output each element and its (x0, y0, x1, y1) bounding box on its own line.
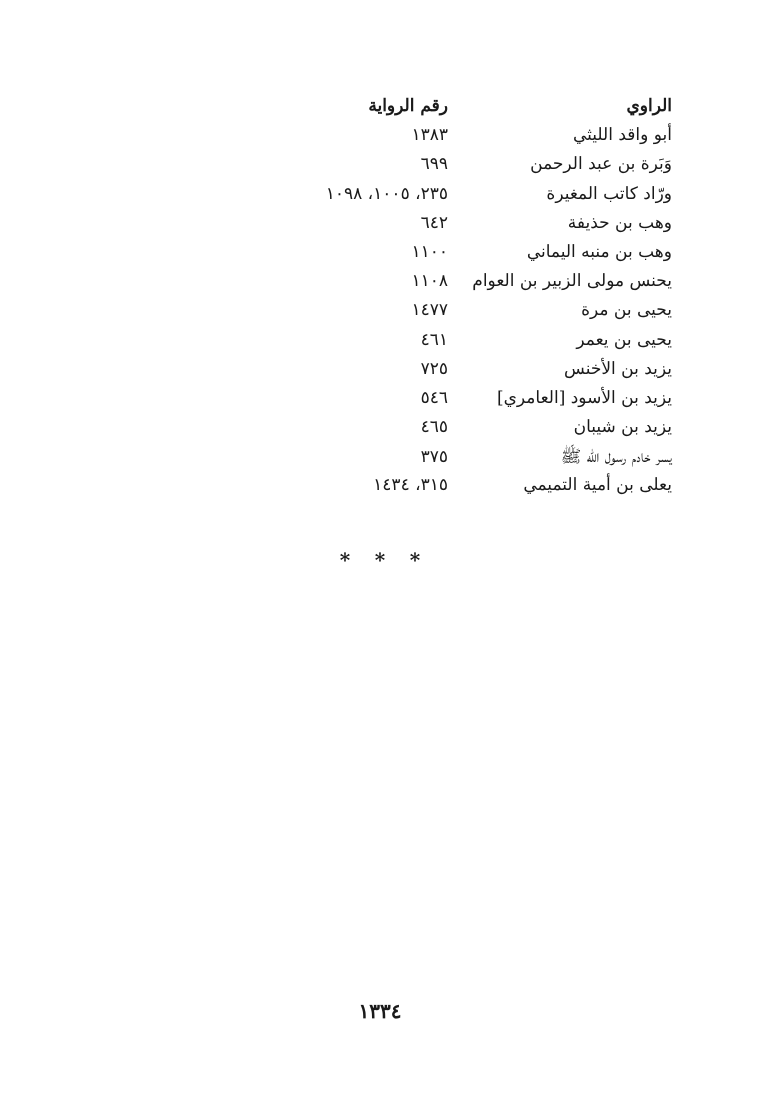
table-row (300, 475, 672, 504)
narration-numbers: ٦٤٢ (420, 212, 448, 233)
narrator-name: وهب بن حذيفة (567, 212, 672, 233)
table-row (300, 300, 672, 329)
narration-numbers: ١٤٧٧ (411, 300, 448, 321)
table-row (300, 184, 672, 213)
table-row (300, 446, 672, 475)
table-row (300, 213, 672, 242)
table-row (300, 125, 672, 154)
narration-numbers: ٧٢٥ (420, 358, 448, 379)
narration-numbers: ٥٤٦ (420, 387, 448, 408)
narration-numbers: ٣١٥، ١٤٣٤ (373, 475, 448, 496)
table-row (300, 330, 672, 359)
table-header (300, 96, 672, 125)
table-row (300, 154, 672, 183)
table-row (300, 388, 672, 417)
page-number: ١٣٣٤ (358, 999, 402, 1023)
narrator-name: يزيد بن الأخنس (564, 358, 672, 379)
narration-numbers: ٤٦٥ (420, 417, 448, 438)
table-row (300, 242, 672, 271)
narration-numbers: ١٣٨٣ (411, 125, 448, 146)
narrator-name: يزيد بن شيبان (573, 417, 672, 438)
narrator-name: يحيى بن مرة (581, 300, 672, 321)
narrator-name: يحيى بن يعمر (576, 329, 672, 350)
table-row (300, 271, 672, 300)
narrator-name: يسر خادم رسول الله ﷺ (560, 447, 672, 468)
narrator-index-table (300, 96, 672, 505)
narrator-name: ورّاد كاتب المغيرة (546, 183, 672, 204)
section-separator (330, 548, 430, 572)
asterisk-ornament: * (339, 548, 351, 572)
numbers-column-header: رقم الرواية (368, 96, 448, 116)
asterisk-ornament: * (409, 548, 421, 572)
narrator-name: وَبَرة بن عبد الرحمن (530, 154, 672, 175)
asterisk-ornament: * (374, 548, 386, 572)
table-row (300, 417, 672, 446)
narrator-name: أبو واقد الليثي (573, 125, 672, 146)
narration-numbers: ٤٦١ (420, 329, 448, 350)
narrator-name: يزيد بن الأسود [العامري] (496, 387, 672, 408)
narration-numbers: ٢٣٥، ١٠٠٥، ١٠٩٨ (325, 183, 448, 204)
narration-numbers: ٦٩٩ (420, 154, 448, 175)
narrator-name: يحنس مولى الزبير بن العوام (472, 271, 672, 292)
narration-numbers: ٣٧٥ (420, 447, 448, 468)
narrator-name: وهب بن منبه اليماني (526, 241, 672, 262)
narrator-column-header: الراوي (626, 96, 672, 116)
narration-numbers: ١١٠٠ (411, 241, 448, 262)
table-row (300, 359, 672, 388)
narrator-name: يعلى بن أمية التميمي (523, 475, 672, 496)
narration-numbers: ١١٠٨ (411, 271, 448, 292)
